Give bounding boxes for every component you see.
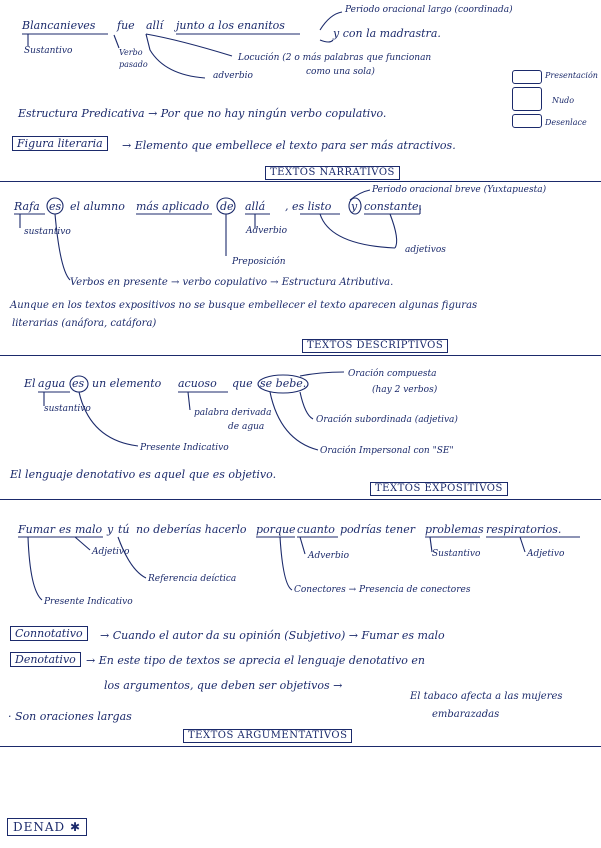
narr-ann-verbo: Verbo xyxy=(119,48,143,57)
desc-ann-preposicion: Preposición xyxy=(232,257,286,267)
narr-phrase-madrastra: y con la madrastra. xyxy=(333,27,441,40)
narr-ann-presentacion: Presentación xyxy=(545,71,598,80)
expo-ann-sustantivo: sustantivo xyxy=(44,404,91,414)
arg-word-es: es xyxy=(59,523,72,536)
arg-word-malo: malo xyxy=(75,523,103,536)
arg-ann-adjetivo-1: Adjetivo xyxy=(92,547,130,557)
desc-word-constante: constante. xyxy=(364,200,423,213)
arg-word-y: y xyxy=(107,523,114,536)
desc-word-y: y xyxy=(351,200,358,213)
arg-tabaco-2: embarazadas xyxy=(432,709,500,720)
section-divider-3 xyxy=(0,499,601,500)
desc-section-title: TEXTOS DESCRIPTIVOS xyxy=(302,339,448,353)
desc-ann-sustantivo: sustantivo xyxy=(24,227,71,237)
desc-word-alumno: el alumno xyxy=(70,200,125,213)
arg-word-cuanto: cuanto xyxy=(297,523,335,536)
expo-ann-hay2: (hay 2 verbos) xyxy=(372,385,438,395)
desc-word-es: es xyxy=(49,200,62,213)
expo-word-acuoso: acuoso xyxy=(178,377,217,390)
arg-ann-adverbio: Adverbio xyxy=(308,551,350,561)
arg-section-title: TEXTOS ARGUMENTATIVOS xyxy=(183,729,352,743)
arg-word-fumar: Fumar xyxy=(18,523,55,536)
expo-word-es: es xyxy=(72,377,85,390)
desc-ann-adjetivos: adjetivos xyxy=(405,245,446,255)
narr-phrase-junto: junto a los enanitos xyxy=(176,19,285,32)
section-divider-4 xyxy=(0,746,601,747)
desc-word-de: de xyxy=(220,200,234,213)
arg-connotativo-label: Connotativo xyxy=(10,626,88,641)
narr-word-fue: fue xyxy=(117,19,135,32)
arg-ann-adjetivo-2: Adjetivo xyxy=(527,549,565,559)
narr-section-title: TEXTOS NARRATIVOS xyxy=(265,166,400,180)
narr-word-blancanieves: Blancanieves xyxy=(22,19,96,32)
arg-word-respiratorios: respiratorios. xyxy=(486,523,562,536)
narr-ann-periodo: Periodo oracional largo (coordinada) xyxy=(345,5,513,15)
narr-figura-text: → Elemento que embellece el texto para ser más atractivos. xyxy=(122,139,456,152)
arg-denotativo-text-1: → En este tipo de textos se aprecia el lenguaje denotativo en xyxy=(86,654,425,667)
arg-phrase-podrias: podrías tener xyxy=(340,523,415,536)
desc-note-2: literarias (anáfora, catáfora) xyxy=(12,318,157,329)
arg-denotativo-text-2: los argumentos, que deben ser objetivos → xyxy=(104,679,343,692)
expo-ann-subordinada: Oración subordinada (adjetiva) xyxy=(316,415,458,425)
expo-ann-palabra: palabra derivada xyxy=(194,408,272,418)
desc-word-listo: , es listo xyxy=(285,200,332,213)
arg-tabaco-1: El tabaco afecta a las mujeres xyxy=(410,691,563,702)
section-divider-2 xyxy=(0,355,601,356)
arg-connotativo-text: → Cuando el autor da su opinión (Subjetivo) → Fumar es malo xyxy=(100,629,445,642)
narr-ann-locucion-2: como una sola) xyxy=(306,67,375,77)
desc-ann-periodo: Periodo oracional breve (Yuxtapuesta) xyxy=(372,185,547,195)
expo-ann-impersonal: Oración Impersonal con "SE" xyxy=(320,446,454,456)
expo-section-title: TEXTOS EXPOSITIVOS xyxy=(370,482,508,496)
section-divider-1 xyxy=(0,181,601,182)
desc-word-aplicado: más aplicado xyxy=(136,200,210,213)
narr-ann-adverbio: adverbio xyxy=(213,71,253,81)
desc-word-rafa: Rafa xyxy=(14,200,40,213)
narr-word-alli: allí xyxy=(146,19,164,32)
expo-word-agua: agua xyxy=(38,377,66,390)
arg-denotativo-label: Denotativo xyxy=(10,652,81,667)
expo-word-elemento: un elemento xyxy=(92,377,162,390)
structure-stack-icon xyxy=(512,70,542,130)
signature-text: DENAD xyxy=(13,820,66,834)
expo-note: El lenguaje denotativo es aquel que es objetivo. xyxy=(10,468,277,481)
narr-ann-nudo: Nudo xyxy=(552,96,575,105)
desc-note-1: Aunque en los textos expositivos no se busque embellecer el texto aparecen algunas figuras xyxy=(10,300,478,311)
expo-ann-palabra-2: de agua xyxy=(228,422,265,432)
narr-figura-label: Figura literaria xyxy=(12,136,108,151)
arg-word-tu: tú xyxy=(118,523,130,536)
arg-phrase-deberias: no deberías hacerlo xyxy=(136,523,247,536)
desc-word-alla: allá xyxy=(245,200,266,213)
narr-ann-locucion: Locución (2 o más palabras que funcionan xyxy=(238,53,432,63)
desc-ann-adverbio: Adverbio xyxy=(246,226,288,236)
arg-word-problemas: problemas xyxy=(425,523,484,536)
expo-ann-compuesta: Oración compuesta xyxy=(348,369,437,379)
arg-word-porque: porque xyxy=(256,523,296,536)
expo-word-el: El xyxy=(24,377,36,390)
arg-ann-presente: Presente Indicativo xyxy=(44,597,133,607)
narr-ann-sustantivo: Sustantivo xyxy=(24,46,73,56)
arg-oraciones: · Son oraciones largas xyxy=(8,710,132,723)
arg-ann-conectores: Conectores → Presencia de conectores xyxy=(294,585,471,595)
asterisk-icon: ✱ xyxy=(70,820,82,834)
arg-ann-referencia: Referencia deíctica xyxy=(148,574,237,584)
expo-ann-presente: Presente Indicativo xyxy=(140,443,229,453)
arg-ann-sustantivo: Sustantivo xyxy=(432,549,481,559)
narr-ann-desenlace: Desenlace xyxy=(545,118,587,127)
narr-ann-pasado: pasado xyxy=(119,60,148,69)
signature xyxy=(7,818,87,836)
desc-ann-verbos: Verbos en presente → verbo copulativo → Estructura Atributiva. xyxy=(70,277,394,288)
expo-word-que: que xyxy=(232,377,253,390)
expo-word-bebe: se bebe. xyxy=(260,377,307,390)
narr-estructura: Estructura Predicativa → Por que no hay ningún verbo copulativo. xyxy=(18,107,387,120)
